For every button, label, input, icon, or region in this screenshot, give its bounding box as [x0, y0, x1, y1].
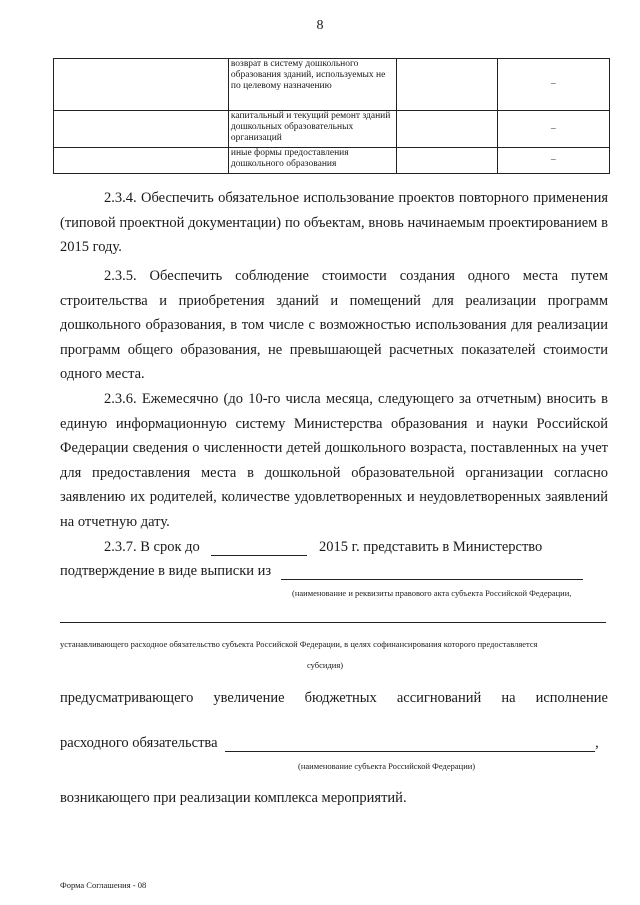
deadline-line — [104, 539, 542, 556]
deadline-prefix: 2.3.7. В срок до — [104, 539, 200, 555]
deadline-suffix: 2015 г. представить в Министерство — [319, 539, 543, 555]
table-row — [54, 59, 610, 111]
increase-line: предусматривающего увеличение бюджетных ассигнований на исполнение — [60, 690, 608, 706]
table-cell — [54, 59, 229, 111]
table-row — [54, 148, 610, 174]
region-caption: (наименование субъекта Российской Федерации) — [298, 761, 476, 771]
region-name-field[interactable] — [225, 737, 595, 752]
table-cell-value: – — [497, 148, 609, 174]
legal-act-field[interactable] — [281, 565, 583, 580]
table-cell-type: возврат в систему дошкольного образования зданий, используемых не по целевому назначению — [228, 59, 396, 111]
extract-line — [60, 563, 583, 580]
legal-act-caption: (наименование и реквизиты правового акта субъекта Российской Федерации, — [292, 588, 572, 598]
table-cell-type: иные формы предоставления дошкольного образования — [228, 148, 396, 174]
paragraph-2-3-4: 2.3.4. Обеспечить обязательное использование проектов повторного применения (типовой проектной документации) по объектам, вновь начинаемым проектированием в 2015 году. — [60, 190, 608, 255]
page-number: 8 — [316, 18, 324, 33]
table-cell — [397, 111, 497, 148]
table-cell — [54, 111, 229, 148]
table-cell — [54, 148, 229, 174]
form-footer: Форма Соглашения - 08 — [60, 880, 147, 890]
subsidy-caption: субсидия) — [307, 660, 344, 670]
obligation-label: расходного обязательства — [60, 735, 218, 751]
table-cell-value: – — [497, 59, 609, 111]
extract-label: подтверждение в виде выписки из — [60, 563, 272, 579]
paragraph-2-3-5: 2.3.5. Обеспечить соблюдение стоимости создания одного места путем строительства и приобретения зданий и помещений для реализации программ дошкольного образования, в том числе с возможностью использования для реализации программ общего образования, не превышающей расчетных показателей стоимости одного места. — [60, 268, 608, 382]
table-cell-value: – — [497, 111, 609, 148]
obligation-line: расходного обязательства , — [60, 735, 599, 751]
table-cell — [397, 59, 497, 111]
legal-act-continuation-field[interactable] — [60, 622, 606, 623]
table-cell-type: капитальный и текущий ремонт зданий дошкольных образовательных организаций — [228, 111, 396, 148]
paragraph-2-3-6: 2.3.6. Ежемесячно (до 10-го числа месяца, следующего за отчетным) вносить в единую информационную систему Министерства образования и науки Российской Федерации сведения о численности детей дошкольного возраста, поставленных на учет для предоставления места в дошкольной образовательной организации согласно заявлению их родителей, количестве удовлетворенных и неудовлетворенных заявлений на отчетную дату. — [60, 391, 608, 530]
table-cell — [397, 148, 497, 174]
final-line: возникающего при реализации комплекса мероприятий. — [60, 790, 407, 806]
table-row — [54, 111, 610, 148]
funding-table — [53, 58, 610, 174]
obligation-caption: устанавливающего расходное обязательство субъекта Российской Федерации, в целях софинансирования которого предоставляется — [60, 639, 538, 649]
deadline-date-field[interactable] — [211, 541, 307, 556]
